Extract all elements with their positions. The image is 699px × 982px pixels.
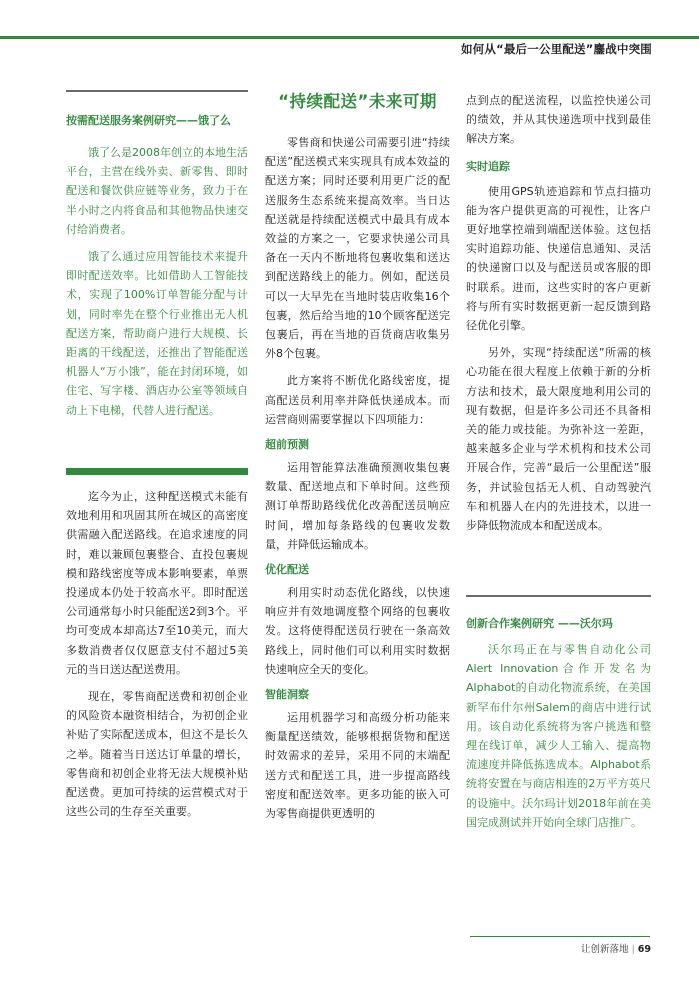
subheading-insight: 智能洞察	[265, 688, 309, 702]
subheading-forecast: 超前预测	[265, 438, 309, 452]
case-top-rule	[66, 90, 248, 92]
body-paragraph: 现在，零售商配送费和初创企业的风险资本融资相结合，为初创企业补贴了实际配送成本，但这不是长久之举。随着当日送达订单量的增长，零售商和初创企业将无法大规模补贴配送费。更加可持续的运营模式对于这些公司的生存至关重要。	[66, 690, 248, 819]
case-title-eleme: 按需配送服务案例研究——饿了么	[66, 114, 231, 127]
running-title: 如何从“最后一公里配送”鏖战中突围	[460, 42, 652, 56]
section-title: “持续配送”未来可期	[278, 92, 437, 111]
body-paragraph: 零售商和快递公司需要引进“持续配送”配送模式来实现具有成本效益的配送方案；同时还要利用更广泛的配送服务生态系统来提高效率。当日达配送就是持续配送模式中最具有成本效益的方案之一，它要求快递公司具备在一天内不断地将包裹收集和送达到配送路线上的能力。例如，配送员可以一大早先在当地时装店收集16个包裹，然后给当地的10个顾客配送完包裹后，再在当地的百货商店收集另外8个包裹。	[265, 136, 450, 361]
case-paragraph: 沃尔玛正在与零售自动化公司Alert Innovation合作开发名为Alphabot的自动化物流系统，在美国新罕布什尔州Salem的商店中进行试用。该自动化系统将为客户挑选和整理在线订单，减少人工输入、提高物流速度并降低拣选成本。Alphabot系统将安置在与商店相连的2万平方英尺的设施中。沃尔玛计划2018年前在美国完成测试并开始向全球门店推广。	[466, 643, 651, 829]
section-bar	[66, 468, 248, 475]
column-2	[265, 91, 450, 823]
body-paragraph: 利用实时动态优化路线，以快速响应并有效地调度整个网络的包裹收发。这将使得配送员行驶在一条高效路线上，同时他们可以利用实时数据快速响应全天的变化。	[265, 586, 450, 676]
body-paragraph: 此方案将不断优化路线密度，提高配送员利用率并降低快递成本。而运营商则需要掌握以下四项能力：	[265, 374, 450, 426]
page-footer	[581, 941, 651, 955]
column-3	[466, 91, 651, 535]
subheading-optimize: 优化配送	[265, 563, 309, 577]
footer-rule	[470, 936, 650, 937]
column-1-body	[66, 468, 248, 821]
subheading-tracking: 实时追踪	[466, 159, 510, 173]
footer-section: 让创新落地	[581, 944, 629, 955]
case-paragraph: 饿了么通过应用智能技术来提升即时配送效率。比如借助人工智能技术，实现了100%订单智能分配与计划，同时率先在整个行业推出无人机配送方案，帮助商户进行大规模、长距离的干线配送，还推出了智能配送机器人“万小饿”，能在封闭环境，如住宅、写字楼、酒店办公室等领域自动上下电梯，代替人进行配送。	[66, 250, 248, 417]
body-paragraph: 运用智能算法准确预测收集包裹数量、配送地点和下单时间。这些预测订单帮助路线优化改善配送员响应时间，增加每条路线的包裹收发数量，并降低运输成本。	[265, 461, 450, 551]
header-top-rule	[0, 36, 699, 39]
column-3-case	[466, 595, 651, 832]
footer-separator: |	[631, 944, 635, 955]
body-paragraph: 另外，实现“持续配送”所需的核心功能在很大程度上依赖于新的分析方法和技术，最大限度地利用公司的现有数据，但是许多公司还不具备相关的能力或技能。为弥补这一差距，越来越多企业与学术机构和技术公司开展合作，完善“最后一公里配送”服务，并试验包括无人机、自动驾驶汽车和机器人在内的先进技术，以进一步降低物流成本和配送成本。	[466, 346, 651, 533]
body-paragraph: 使用GPS轨迹追踪和节点扫描功能为客户提供更高的可视性，让客户更好地掌控端到端配送体验。这包括实时追踪功能、快递信息通知、灵活的快递窗口以及与配送员或客服的即时联系。进而，这些实时的客户更新将与所有实时数据更新一起反馈到路径优化引擎。	[466, 184, 651, 333]
body-paragraph: 运用机器学习和高级分析功能来衡量配送绩效，能够根据货物和配送时效需求的差异，采用不同的末端配送方式和配送工具，进一步提高路线密度和配送效率。更多功能的嵌入可为零售商提供更透明的	[265, 711, 450, 821]
case-body-eleme	[66, 143, 248, 420]
case-title-walmart: 创新合作案例研究 ——沃尔玛	[466, 617, 613, 630]
case-paragraph: 饿了么是2008年创立的本地生活平台，主营在线外卖、新零售、即时配送和餐饮供应链等业务，致力于在半小时之内将食品和其他物品快速交付给消费者。	[66, 146, 248, 236]
body-paragraph: 迄今为止，这种配送模式未能有效地利用和巩固其所在城区的高密度供需融入配送路线。在追求速度的同时，难以兼顾包裹整合、直投包裹规模和路线密度等成本影响要素，单票投递成本仍处于较高水平。即时配送公司通常每小时只能配送2到3个。平均可变成本却高达7至10美元，而大多数消费者仅仅愿意支付不超过5美元的当日送达配送费用。	[66, 490, 248, 676]
case-top-rule	[466, 595, 651, 597]
page-number: 69	[637, 944, 651, 955]
column-1	[66, 90, 248, 420]
body-paragraph: 点到点的配送流程，以监控快递公司的绩效，并从其快递选项中找到最佳解决方案。	[466, 94, 651, 146]
